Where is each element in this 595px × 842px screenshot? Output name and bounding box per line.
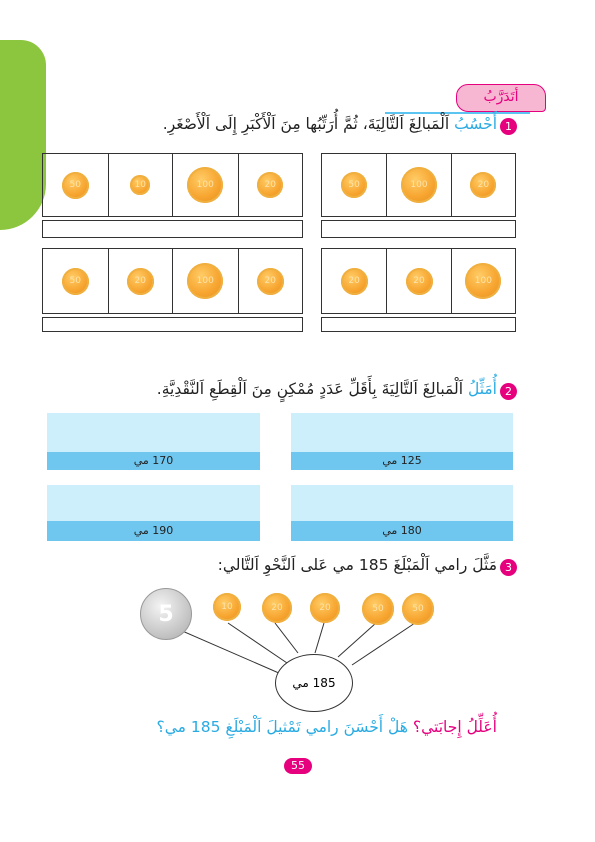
coin: 50 xyxy=(402,593,434,625)
q3-question-text: هَلْ أَحْسَنَ رامي تَمْثيلَ اَلْمَبْلَغِ 185 مي؟ xyxy=(156,718,408,736)
coin: 20 xyxy=(341,268,368,295)
coin: 100 xyxy=(465,263,501,299)
q3-title: مَثَّلَ رامي اَلْمَبْلَغَ 185 مي عَلى اَلنَّحْوِ اَلتَّالي: xyxy=(217,556,497,574)
coin: 100 xyxy=(401,167,437,203)
coin: 20 xyxy=(470,172,496,198)
q1-title xyxy=(163,115,497,133)
coin: 20 xyxy=(262,593,292,623)
section-tag: أتَدَرَّبُ xyxy=(456,84,546,112)
coin: 50 xyxy=(362,593,394,625)
coin: 10 xyxy=(213,593,241,621)
coin: 20 xyxy=(310,593,340,623)
amount-label: 170 مي xyxy=(47,452,260,470)
coin: 100 xyxy=(187,167,223,203)
answer-area[interactable] xyxy=(47,413,260,453)
total-amount-oval: 185 مي xyxy=(275,654,353,712)
amount-label: 180 مي xyxy=(291,521,513,541)
answer-box[interactable] xyxy=(42,317,303,332)
coin: 50 xyxy=(62,268,89,295)
coin: 10 xyxy=(130,175,150,195)
coin: 100 xyxy=(187,263,223,299)
coin: 20 xyxy=(127,268,154,295)
q3-question xyxy=(156,718,497,736)
coin-table-1 xyxy=(321,153,516,217)
coin: 50 xyxy=(341,172,367,198)
coin-table-3 xyxy=(321,248,516,314)
coin: 50 xyxy=(62,172,89,199)
coin-table-2 xyxy=(42,153,303,217)
title-underline xyxy=(385,112,530,114)
answer-area[interactable] xyxy=(291,413,513,453)
amount-label: 190 مي xyxy=(47,521,260,541)
decorative-leaf xyxy=(0,40,46,230)
answer-box[interactable] xyxy=(321,317,516,332)
coin: 20 xyxy=(257,172,283,198)
amount-label: 125 مي xyxy=(291,452,513,470)
question-number-1: 1 xyxy=(500,118,517,135)
answer-area[interactable] xyxy=(47,485,260,522)
q2-title xyxy=(157,380,497,398)
page-number: 55 xyxy=(284,758,312,774)
q1-verb: أَحْسُبُ xyxy=(454,115,497,133)
question-number-2: 2 xyxy=(500,383,517,400)
q2-text: اَلْمَبالِغَ اَلتَّالِيَةَ بِأَقَلِّ عَدَدٍ مُمْكِنٍ مِنَ اَلْقِطَعِ اَلنَّقْدِيَّةِ. xyxy=(156,380,468,398)
q1-text: اَلْمَبالِغَ اَلتَّالِيَةَ، ثُمَّ أُرَتِّبُها مِنَ اَلْأَكْبَرِ إِلَى اَلْأَصْغَرِ. xyxy=(162,115,455,133)
answer-area[interactable] xyxy=(291,485,513,522)
coin-table-4 xyxy=(42,248,303,314)
coin: 20 xyxy=(257,268,284,295)
silver-coin: 5 xyxy=(140,588,192,640)
q2-verb: أُمَثِّلُ xyxy=(467,380,497,398)
question-number-3: 3 xyxy=(500,559,517,576)
answer-box[interactable] xyxy=(321,220,516,238)
coin: 20 xyxy=(406,268,433,295)
answer-box[interactable] xyxy=(42,220,303,238)
q3-justify: أُعَلِّلُ إِجابَتي؟ xyxy=(412,718,497,736)
